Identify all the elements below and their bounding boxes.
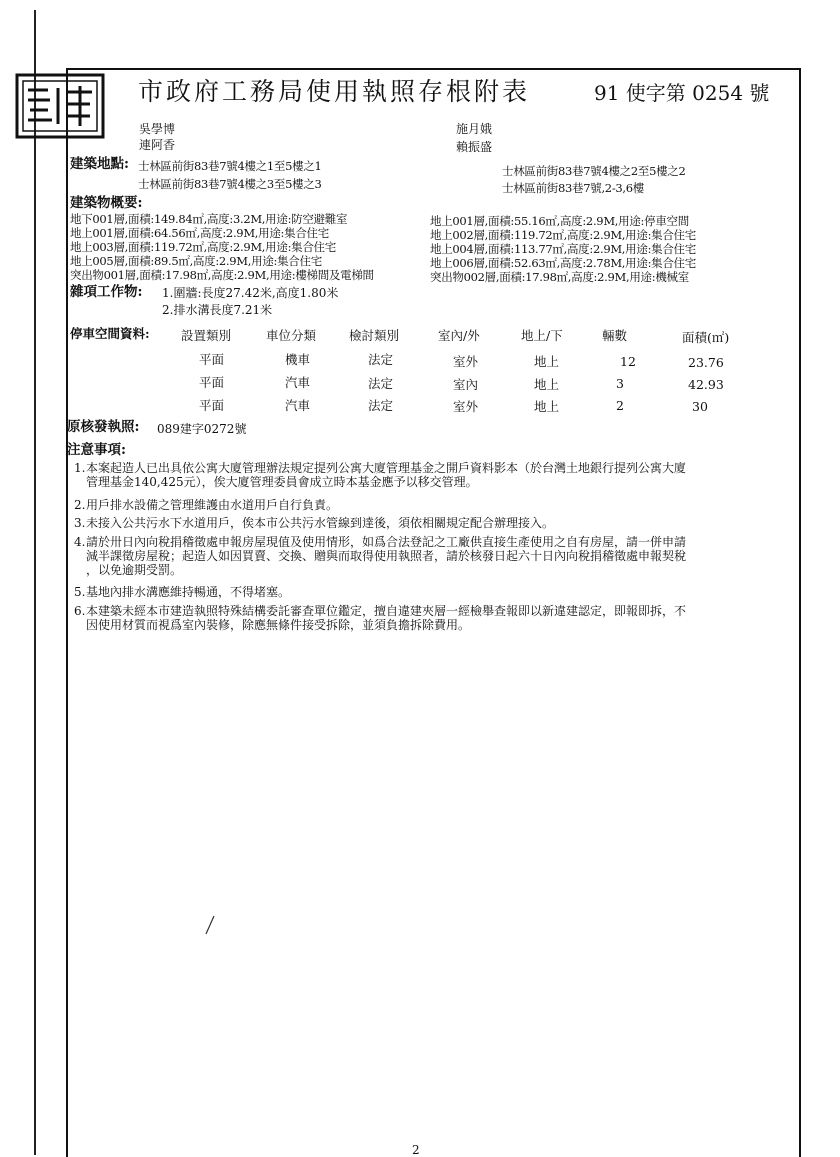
parking-cell: 12 [620,354,636,369]
binding-line [34,10,36,1155]
note-line: 未接入公共污水下水道用戶，俟本市公共污水管線到達後，須依相關規定配合辦理接入。 [86,516,555,530]
parking-cell: 地上 [534,354,560,369]
parking-cell: 汽車 [285,375,311,390]
note-item [74,498,784,512]
note-line: 管理基金140,425元），俟大廈管理委員會成立時本基金應予以移交管理。 [86,475,478,489]
parking-cell: 地上 [534,399,560,414]
note-item [74,604,784,632]
parking-cell: 室外 [453,399,479,414]
parking-label: 停車空間資料: [70,326,150,341]
note-line: 本建築未經本市建造執照特殊結構委託審查單位鑑定，擅自違建夾層一經檢舉查報即以新違建認定，即報即拆，不 [86,604,687,618]
floor-entry: 地上001層,面積:55.16㎡,高度:2.9M,用途:停車空間 [430,214,689,228]
owner-name: 連阿香 [139,138,176,152]
note-number: 3. [74,516,86,530]
note-line: 減半課徵房屋稅；起造人如因買賣、交換、贈與而取得使用執照者，請於核發日起六十日內向稅捐稽徵處申報契稅 [86,549,687,563]
notes-label: 注意事項: [67,442,126,458]
address-line: 士林區前街83巷7號,2-3,6樓 [502,181,644,195]
parking-cell: 汽車 [285,398,311,413]
note-line: 基地內排水溝應維持暢通，不得堵塞。 [86,585,291,599]
parking-cell: 地上 [534,377,560,392]
note-number: 5. [74,585,86,599]
page-title: 市政府工務局使用執照存根附表 [138,77,531,106]
address-label: 建築地點: [70,156,129,172]
parking-cell: 3 [616,376,624,391]
note-item [74,461,784,489]
parking-cell: 30 [692,399,708,414]
floor-entry: 地上003層,面積:119.72㎡,高度:2.9M,用途:集合住宅 [70,240,336,254]
parking-cell: 室外 [453,354,479,369]
owner-name: 賴振盛 [456,140,493,154]
parking-header: 室內/外 [438,328,480,343]
parking-cell: 平面 [199,352,225,367]
parking-header: 設置類別 [181,328,232,343]
note-number: 6. [74,604,86,618]
red-seal-stamp [14,72,106,140]
floor-entry: 地上001層,面積:64.56㎡,高度:2.9M,用途:集合住宅 [70,226,329,240]
pen-mark [203,914,217,936]
parking-header: 車位分類 [266,328,317,343]
parking-cell: 平面 [199,398,225,413]
parking-cell: 法定 [368,398,394,413]
parking-cell: 42.93 [688,377,724,392]
parking-cell: 2 [616,398,624,413]
note-number: 4. [74,535,86,549]
floor-entry: 地下001層,面積:149.84㎡,高度:3.2M,用途:防空避難室 [70,212,348,226]
parking-header: 面積(㎡) [682,330,730,345]
note-number: 1. [74,461,86,475]
parking-cell: 平面 [199,375,225,390]
parking-cell: 23.76 [688,355,724,370]
floor-entry: 地上006層,面積:52.63㎡,高度:2.78M,用途:集合住宅 [430,256,696,270]
misc-work-item: 2.排水溝長度7.21米 [162,303,273,317]
parking-header: 檢討類別 [349,328,400,343]
parking-cell: 法定 [368,376,394,391]
floor-entry: 突出物001層,面積:17.98㎡,高度:2.9M,用途:樓梯間及電梯間 [70,268,374,282]
misc-work-item: 1.圍牆:長度27.42米,高度1.80米 [162,286,339,300]
address-line: 士林區前街83巷7號4樓之1至5樓之1 [138,159,322,173]
parking-header: 輛數 [602,328,628,343]
floor-entry: 地上002層,面積:119.72㎡,高度:2.9M,用途:集合住宅 [430,228,696,242]
note-item [74,535,784,577]
owner-name: 施月娥 [456,122,493,136]
owner-name: 吳學博 [139,122,176,136]
note-number: 2. [74,498,86,512]
note-line: 本案起造人已出具依公寓大廈管理辦法規定提列公寓大廈管理基金之開戶資料影本（於台灣土地銀行提列公寓大廈 [86,461,687,475]
note-line: 用戶排水設備之管理維護由水道用戶自行負責。 [86,498,339,512]
floor-entry: 突出物002層,面積:17.98㎡,高度:2.9M,用途:機械室 [430,270,689,284]
permit-number: 91 使字第 0254 號 [594,81,770,105]
address-line: 士林區前街83巷7號4樓之3至5樓之3 [138,177,322,191]
note-item [74,516,784,530]
overview-label: 建築物概要: [70,195,143,211]
parking-header: 地上/下 [521,328,563,343]
parking-cell: 機車 [285,352,311,367]
note-line: 請於卅日內向稅捐稽徵處申報房屋現值及使用情形，如爲合法登記之工廠供直接生產使用之自有房屋，請一併申請 [86,535,687,549]
note-line: ，以免逾期受罰。 [86,563,183,577]
parking-cell: 法定 [368,352,394,367]
parking-cell: 室內 [453,377,479,392]
original-permit-label: 原核發執照: [67,419,140,435]
original-permit-number: 089建字0272號 [157,422,247,436]
address-line: 士林區前街83巷7號4樓之2至5樓之2 [502,164,686,178]
page-number: 2 [412,1143,420,1157]
note-item [74,585,784,599]
floor-entry: 地上005層,面積:89.5㎡,高度:2.9M,用途:集合住宅 [70,254,322,268]
note-line: 因使用材質而視爲室內裝修，除應無條件接受拆除，並須負擔拆除費用。 [86,618,471,632]
misc-works-label: 雜項工作物: [70,284,143,300]
floor-entry: 地上004層,面積:113.77㎡,高度:2.9M,用途:集合住宅 [430,242,696,256]
